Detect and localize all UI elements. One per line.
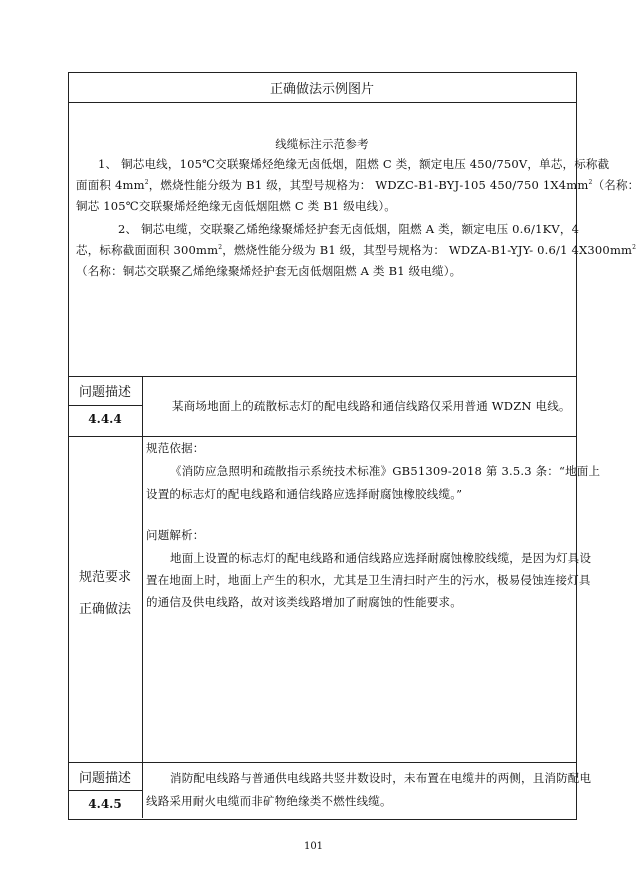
issue1-code: 4.4.4 <box>88 412 122 426</box>
issue2-description-line1: 消防配电线路与普通供电线路共竖井数设时，未布置在电缆井的两侧，且消防配电 <box>170 771 592 785</box>
analysis-line2: 置在地面上时，地面上产生的积水，尤其是卫生清扫时产生的污水，极易侵蚀连接灯具 <box>146 573 591 587</box>
divider-issue1-label <box>68 405 142 406</box>
example-item2-line2-b: ，燃烧性能分级为 B1 级，其型号规格为： WDZA-B1-YJY- 0.6/1 4X300mm <box>222 243 633 257</box>
page-title: 正确做法示例图片 <box>269 82 374 97</box>
superscript: 2 <box>144 179 149 187</box>
divider-requirement-bottom <box>68 762 576 763</box>
example-title: 线缆标注示范参考 <box>275 137 369 151</box>
analysis-title: 问题解析： <box>146 528 205 542</box>
example-item1-line2-a: 面面积 4mm <box>76 178 145 192</box>
superscript: 2 <box>632 244 637 252</box>
label-column-divider <box>142 376 143 818</box>
example-item2-line1: 2、 铜芯电缆，交联聚乙烯绝缘聚烯烃护套无卤低烟，阻燃 A 类，额定电压 0.6/1KV，4 <box>118 222 580 236</box>
example-item1-line2-c: （名称： <box>592 178 639 192</box>
issue2-label: 问题描述 <box>78 771 131 786</box>
requirement-label-line1: 规范要求 <box>78 570 131 585</box>
issue2-code: 4.4.5 <box>88 797 122 811</box>
basis-line2: 设置的标志灯的配电线路和通信线路应选择耐腐蚀橡胶线缆。” <box>146 487 463 501</box>
example-item2-line3: （名称：铜芯交联聚乙烯绝缘聚烯烃护套无卤低烟阻燃 A 类 B1 级电缆）。 <box>76 264 462 278</box>
issue1-description: 某商场地面上的疏散标志灯的配电线路和通信线路仅采用普通 WDZN 电线。 <box>172 399 571 413</box>
example-item1-line2 <box>76 175 639 197</box>
example-item1-line1: 1、 铜芯电线，105℃交联聚烯烃绝缘无卤低烟，阻燃 C 类，额定电压 450/750V，单芯，标称截 <box>98 157 610 171</box>
issue2-description-line2: 线路采用耐火电缆而非矿物绝缘类不燃性线缆。 <box>146 794 392 808</box>
analysis-line3: 的通信及供电线路，故对该类线路增加了耐腐蚀的性能要求。 <box>146 595 462 609</box>
example-item1-line2-b: ，燃烧性能分级为 B1 级，其型号规格为： WDZC-B1-BYJ-105 450/750 1X4mm <box>148 178 589 192</box>
divider-issue1-bottom <box>68 436 576 437</box>
requirement-label-line2: 正确做法 <box>78 602 131 617</box>
issue1-label: 问题描述 <box>78 385 131 400</box>
divider-issue2-label <box>68 790 142 791</box>
divider-example-bottom <box>68 376 576 377</box>
example-item1-line3: 铜芯 105℃交联聚烯烃绝缘无卤低烟阻燃 C 类 B1 级电线）。 <box>76 199 397 213</box>
superscript: 2 <box>588 179 593 187</box>
basis-line1: 《消防应急照明和疏散指示系统技术标准》GB51309-2018 第 3.5.3 条：“地面上 <box>170 464 601 478</box>
basis-title: 规范依据： <box>146 441 205 455</box>
analysis-line1: 地面上设置的标志灯的配电线路和通信线路应选择耐腐蚀橡胶线缆，是因为灯具设 <box>170 551 592 565</box>
divider-header <box>68 102 576 103</box>
superscript: 2 <box>218 244 223 252</box>
example-item2-line2-a: 芯，标称截面面积 300mm <box>76 243 219 257</box>
page-number: 101 <box>303 841 324 852</box>
example-item2-line2 <box>76 240 636 262</box>
